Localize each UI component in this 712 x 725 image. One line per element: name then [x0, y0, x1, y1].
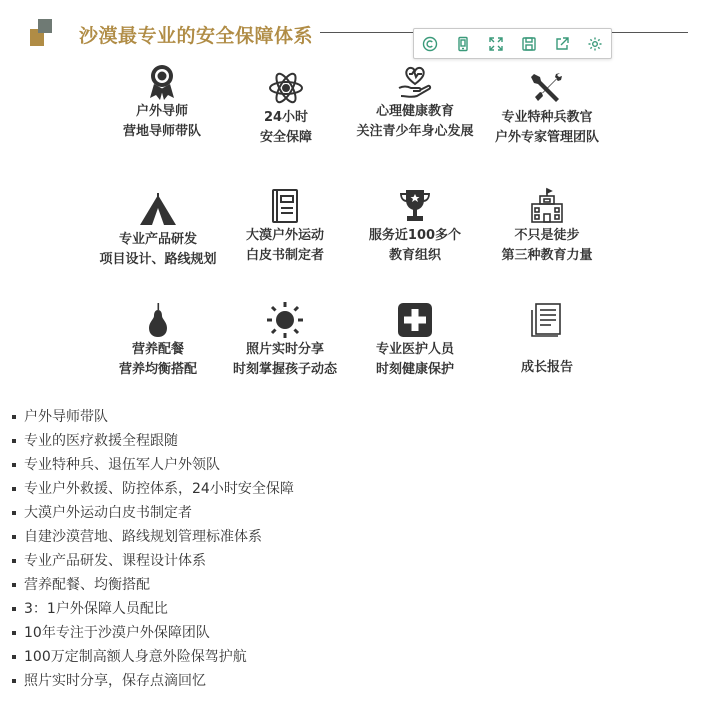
editor-toolbar	[413, 28, 612, 59]
feature-line1: 成长报告	[520, 360, 573, 375]
bullet-icon	[12, 559, 16, 563]
list-item	[12, 525, 294, 549]
feature-line1: 专业医护人员	[375, 342, 454, 357]
bullet-icon	[12, 583, 16, 587]
list-item	[12, 429, 294, 453]
list-item	[12, 405, 294, 429]
feature-special-forces	[472, 68, 622, 148]
list-item-text: 专业的医疗救援全程跟随	[24, 433, 178, 449]
feature-line2: 营养均衡搭配	[118, 362, 197, 377]
list-item	[12, 501, 294, 525]
feature-line1: 大漠户外运动	[245, 228, 324, 243]
bullet-icon	[12, 535, 16, 539]
feature-24h-safety	[211, 68, 361, 148]
feature-whitepaper	[210, 186, 360, 266]
fullscreen-icon[interactable]	[486, 34, 506, 54]
list-item-text: 大漠户外运动白皮书制定者	[24, 505, 192, 521]
feature-line1: 24小时	[263, 110, 309, 125]
page-title: 沙漠最专业的安全保障体系	[79, 25, 314, 47]
list-item-text: 自建沙漠营地、路线规划管理标准体系	[24, 529, 262, 545]
feature-line2: 关注青少年身心发展	[356, 124, 474, 139]
report-icon	[527, 300, 567, 340]
feature-growth-report	[472, 300, 622, 378]
list-item	[12, 645, 294, 669]
medical-cross-icon	[395, 300, 435, 340]
feature-line1: 照片实时分享	[245, 342, 324, 357]
bullet-icon	[12, 463, 16, 467]
list-item-text: 照片实时分享，保存点滴回忆	[24, 673, 206, 689]
feature-line2: 时刻掌握孩子动态	[232, 362, 337, 377]
tent-icon	[138, 190, 178, 230]
feature-third-education	[472, 186, 622, 266]
feature-line2: 营地导师带队	[122, 124, 201, 139]
list-item	[12, 549, 294, 573]
bullet-icon	[12, 607, 16, 611]
safety-bullet-list	[12, 405, 294, 693]
bullet-icon	[12, 439, 16, 443]
ribbon-award-icon	[142, 62, 182, 102]
feature-line2: 第三种教育力量	[501, 248, 593, 263]
feature-line1: 服务近100多个	[368, 228, 462, 243]
feature-line1: 户外导师	[135, 104, 188, 119]
feature-line1: 专业特种兵教官	[501, 110, 593, 125]
feature-line2: 时刻健康保护	[375, 362, 454, 377]
atom-icon	[266, 68, 306, 108]
bullet-icon	[12, 655, 16, 659]
list-item	[12, 573, 294, 597]
feature-line1: 不只是徒步	[514, 228, 580, 243]
deco-square-gray	[38, 19, 52, 33]
feature-mental-health	[340, 62, 490, 142]
pear-icon	[138, 300, 178, 340]
heart-hand-icon	[395, 62, 435, 102]
settings-icon[interactable]	[585, 34, 605, 54]
list-item	[12, 669, 294, 693]
feature-line2: 白皮书制定者	[245, 248, 324, 263]
list-item-text: 专业特种兵、退伍军人户外领队	[24, 457, 220, 473]
copyright-icon[interactable]	[420, 34, 440, 54]
list-item-text: 户外导师带队	[24, 409, 108, 425]
school-icon	[527, 186, 567, 226]
feature-medical	[340, 300, 490, 380]
bullet-icon	[12, 487, 16, 491]
feature-line2: 安全保障	[259, 130, 312, 145]
feature-line1: 专业产品研发	[118, 232, 197, 247]
bullet-icon	[12, 631, 16, 635]
feature-photo-share	[210, 300, 360, 380]
list-item-text: 3：1户外保障人员配比	[24, 601, 168, 617]
header-decoration	[30, 19, 52, 47]
list-item	[12, 477, 294, 501]
trophy-icon	[395, 186, 435, 226]
list-item-text: 专业户外救援、防控体系，24小时安全保障	[24, 481, 294, 497]
feature-line1: 营养配餐	[131, 342, 184, 357]
tools-icon	[527, 68, 567, 108]
book-icon	[265, 186, 305, 226]
list-item-text: 10年专注于沙漠户外保障团队	[24, 625, 210, 641]
save-icon[interactable]	[519, 34, 539, 54]
list-item	[12, 597, 294, 621]
list-item-text: 营养配餐、均衡搭配	[24, 577, 150, 593]
feature-line2: 项目设计、路线规划	[99, 252, 217, 267]
bullet-icon	[12, 511, 16, 515]
bullet-icon	[12, 415, 16, 419]
sun-icon	[265, 300, 305, 340]
feature-line2: 教育组织	[388, 248, 441, 263]
list-item	[12, 621, 294, 645]
list-item	[12, 453, 294, 477]
share-icon[interactable]	[552, 34, 572, 54]
feature-service-orgs	[340, 186, 490, 266]
feature-line2: 户外专家管理团队	[494, 130, 599, 145]
list-item-text: 专业产品研发、课程设计体系	[24, 553, 206, 569]
bullet-icon	[12, 679, 16, 683]
phone-icon[interactable]	[453, 34, 473, 54]
list-item-text: 100万定制高额人身意外险保驾护航	[24, 649, 247, 665]
feature-line1: 心理健康教育	[375, 104, 454, 119]
